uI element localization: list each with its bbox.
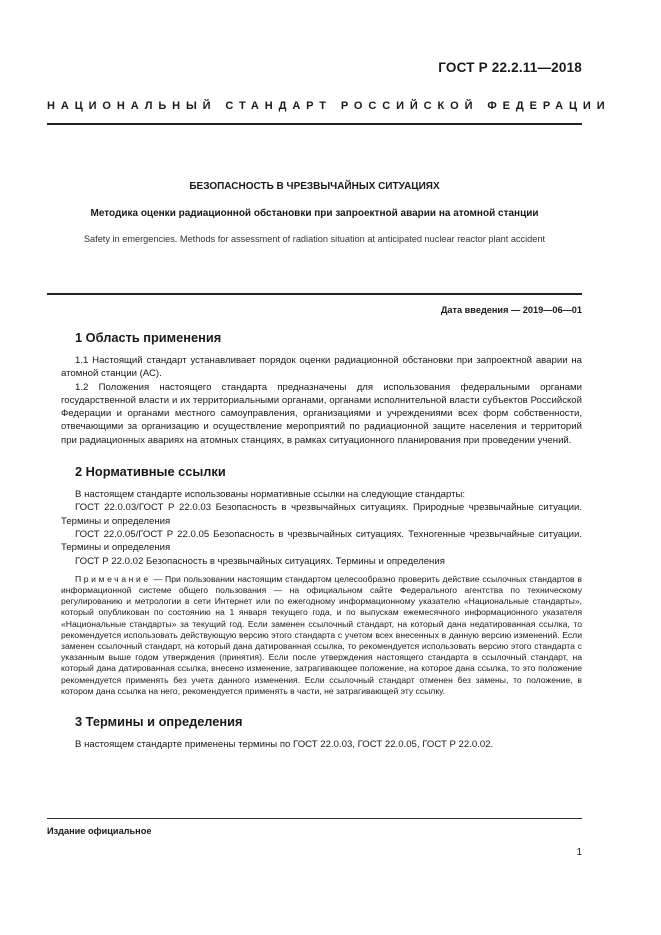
edition-label: Издание официальное bbox=[47, 826, 152, 836]
section-2-intro: В настоящем стандарте использованы нормативные ссылки на следующие стандарты: bbox=[75, 489, 466, 501]
reference-item: ГОСТ Р 22.0.02 Безопасность в чрезвычайных ситуациях. Термины и определения bbox=[75, 555, 445, 567]
section-1-heading: 1 Область применения bbox=[75, 330, 222, 345]
document-title: БЕЗОПАСНОСТЬ В ЧРЕЗВЫЧАЙНЫХ СИТУАЦИЯХ bbox=[189, 181, 440, 192]
effective-date: Дата введения — 2019—06—01 bbox=[440, 305, 582, 315]
page-number: 1 bbox=[576, 847, 582, 858]
document-subtitle: Методика оценки радиационной обстановки при запроектной аварии на атомной станции bbox=[90, 208, 539, 219]
note-label: Примечание bbox=[75, 573, 151, 584]
national-standard-banner: НАЦИОНАЛЬНЫЙ СТАНДАРТ РОССИЙСКОЙ ФЕДЕРАЦИИ bbox=[47, 100, 611, 112]
document-title-english: Safety in emergencies. Methods for assessment of radiation situation at anticipated nuclear reactor plant accident bbox=[83, 234, 546, 244]
section-1-paragraph-1: 1.1 Настоящий стандарт устанавливает порядок оценки радиационной обстановки при запроектной аварии на атомной станции (АС). bbox=[61, 355, 582, 380]
reference-item: ГОСТ 22.0.05/ГОСТ Р 22.0.05 Безопасность в чрезвычайных ситуациях. Техногенные чрезвычайные ситуации. Термины и определения bbox=[61, 528, 582, 554]
title-divider bbox=[47, 293, 582, 295]
document-body bbox=[61, 330, 582, 751]
section-1-paragraph-2: 1.2 Положения настоящего стандарта предназначены для использования федеральными органами государственной власти и их территориальными органами, органами исполнительной власти субъектов Российской Федерации и органами местного самоуправления, организациями и учреждениями всех форм собственности, отвечающими за организацию и осуществление мероприятий по радиационной защите населения и территорий при радиационных авариях на атомных станциях, в рамках ситуационного планирования при проведении учений. bbox=[61, 381, 582, 446]
footer-divider bbox=[47, 818, 582, 819]
top-divider bbox=[47, 123, 582, 125]
reference-item: ГОСТ 22.0.03/ГОСТ Р 22.0.03 Безопасность в чрезвычайных ситуациях. Природные чрезвычайные ситуации. Термины и определения bbox=[61, 502, 582, 527]
section-3-paragraph-1: В настоящем стандарте применены термины по ГОСТ 22.0.03, ГОСТ 22.0.05, ГОСТ Р 22.0.02. bbox=[75, 739, 494, 751]
reference-note bbox=[61, 574, 582, 697]
document-code: ГОСТ Р 22.2.11—2018 bbox=[438, 60, 582, 75]
section-2-heading: 2 Нормативные ссылки bbox=[75, 464, 226, 480]
note-text: — При пользовании настоящим стандартом целесообразно проверить действие ссылочных стандартов в информационной системе общего пользования — на официальном сайте Федерального агентства по техническому регулированию и метрологии в сети Интернет или по ежегодному информационному указателю «Национальные стандарты», который опубликован по состоянию на 1 января текущего года, и по выпускам ежемесячного информационного указателя «Национальные стандарты» за текущий год. Если заменен ссылочный стандарт, на который дана недатированная ссылка, то рекомендуется использовать действующую версию этого стандарта с учетом всех внесенных в данную версию изменений. Если заменен ссылочный стандарт, на который дана датированная ссылка, то рекомендуется использовать версию этого стандарта с указанным выше годом утверждения (принятия). Если после утверждения настоящего стандарта в ссылочный стандарт, на который дана датированная ссылка, внесено изменение, затрагивающее положение, на которое дана ссылка, то это положение рекомендуется применять без учета данного изменения. Если ссылочный стандарт отменен без замены, то положение, в котором дана ссылка на него, рекомендуется применять в части, не затрагивающей эту ссылку. bbox=[61, 573, 582, 696]
section-3-heading: 3 Термины и определения bbox=[75, 714, 243, 730]
